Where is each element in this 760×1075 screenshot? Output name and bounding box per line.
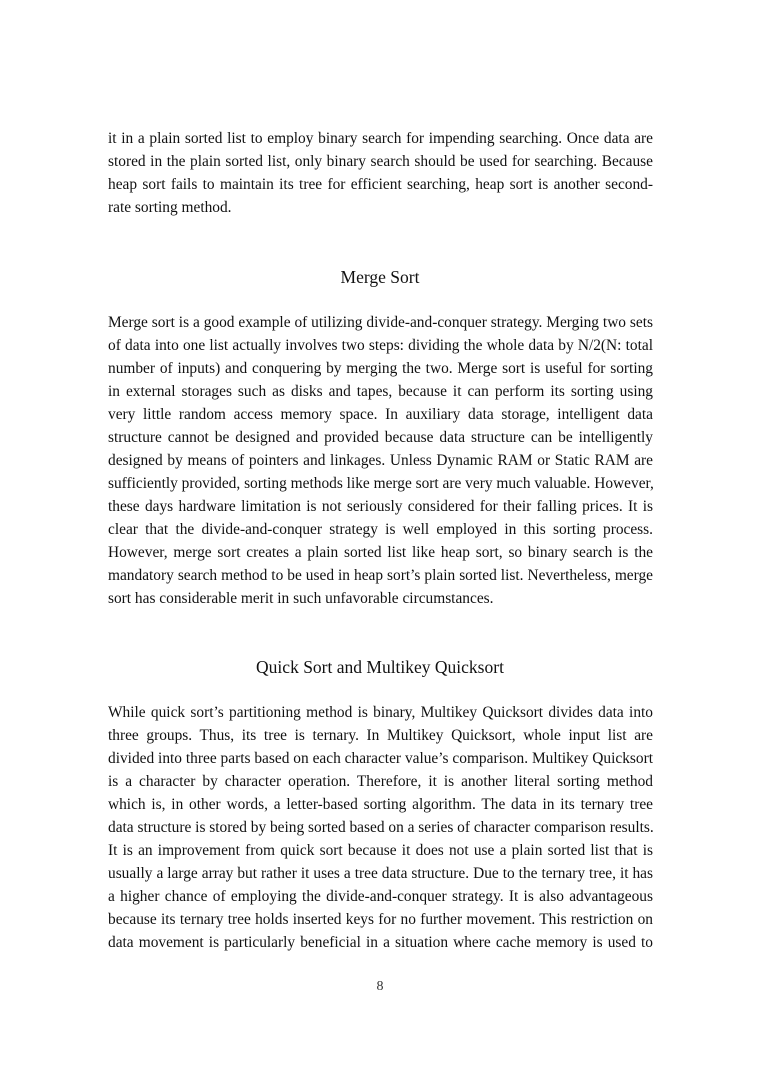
text-line: It is an improvement from quick sort because it does not use a plain sorted list that is <box>108 842 653 859</box>
text-line: of data into one list actually involves two steps: dividing the whole data by N/2(N: total <box>108 337 653 354</box>
text-line: stored in the plain sorted list, only binary search should be used for searching. Because <box>108 153 653 170</box>
text-line: these days hardware limitation is not seriously considered for their falling prices. It is <box>108 498 653 515</box>
paragraph-merge-sort <box>108 311 653 610</box>
text-line: clear that the divide-and-conquer strategy is well employed in this sorting process. <box>108 521 653 538</box>
section-heading-merge-sort: Merge Sort <box>340 267 420 287</box>
text-line: data movement is particularly beneficial in a situation where cache memory is used to <box>108 934 653 951</box>
text-line: While quick sort’s partitioning method is binary, Multikey Quicksort divides data into <box>108 704 653 721</box>
section-heading-quick-sort: Quick Sort and Multikey Quicksort <box>256 657 504 677</box>
text-line: in external storages such as disks and tapes, because it can perform its sorting using <box>108 383 653 400</box>
text-line: it in a plain sorted list to employ binary search for impending searching. Once data are <box>108 130 653 147</box>
text-line: three groups. Thus, its tree is ternary. In Multikey Quicksort, whole input list are <box>108 727 653 744</box>
text-line: rate sorting method. <box>108 199 232 216</box>
text-line: heap sort fails to maintain its tree for efficient searching, heap sort is another second- <box>108 176 653 193</box>
text-line: which is, in other words, a letter-based sorting algorithm. The data in its ternary tree <box>108 796 653 813</box>
text-line: data structure is stored by being sorted based on a series of character comparison results. <box>108 819 654 836</box>
text-line: divided into three parts based on each character value’s comparison. Multikey Quicksort <box>108 750 653 767</box>
text-line: number of inputs) and conquering by merging the two. Merge sort is useful for sorting <box>108 360 653 377</box>
text-line: Merge sort is a good example of utilizing divide-and-conquer strategy. Merging two sets <box>108 314 653 331</box>
page-number: 8 <box>376 979 384 994</box>
text-line: sufficiently provided, sorting methods like merge sort are very much valuable. However, <box>108 475 654 492</box>
paragraph-heap-sort-conclusion <box>108 127 653 219</box>
text-line: usually a large array but rather it uses a tree data structure. Due to the ternary tree, it has <box>108 865 653 882</box>
text-line: because its ternary tree holds inserted keys for no further movement. This restriction on <box>108 911 653 928</box>
text-line: sort has considerable merit in such unfavorable circumstances. <box>108 590 494 607</box>
text-line: designed by means of pointers and linkages. Unless Dynamic RAM or Static RAM are <box>108 452 653 469</box>
text-line: is a character by character operation. Therefore, it is another literal sorting method <box>108 773 653 790</box>
paragraph-quick-sort <box>108 701 653 954</box>
text-line: However, merge sort creates a plain sorted list like heap sort, so binary search is the <box>108 544 653 561</box>
text-line: very little random access memory space. In auxiliary data storage, intelligent data <box>108 406 653 423</box>
text-line: mandatory search method to be used in heap sort’s plain sorted list. Nevertheless, merge <box>108 567 653 584</box>
text-line: structure cannot be designed and provided because data structure can be intelligently <box>108 429 653 446</box>
text-line: a higher chance of employing the divide-and-conquer strategy. It is also advantageous <box>108 888 653 905</box>
